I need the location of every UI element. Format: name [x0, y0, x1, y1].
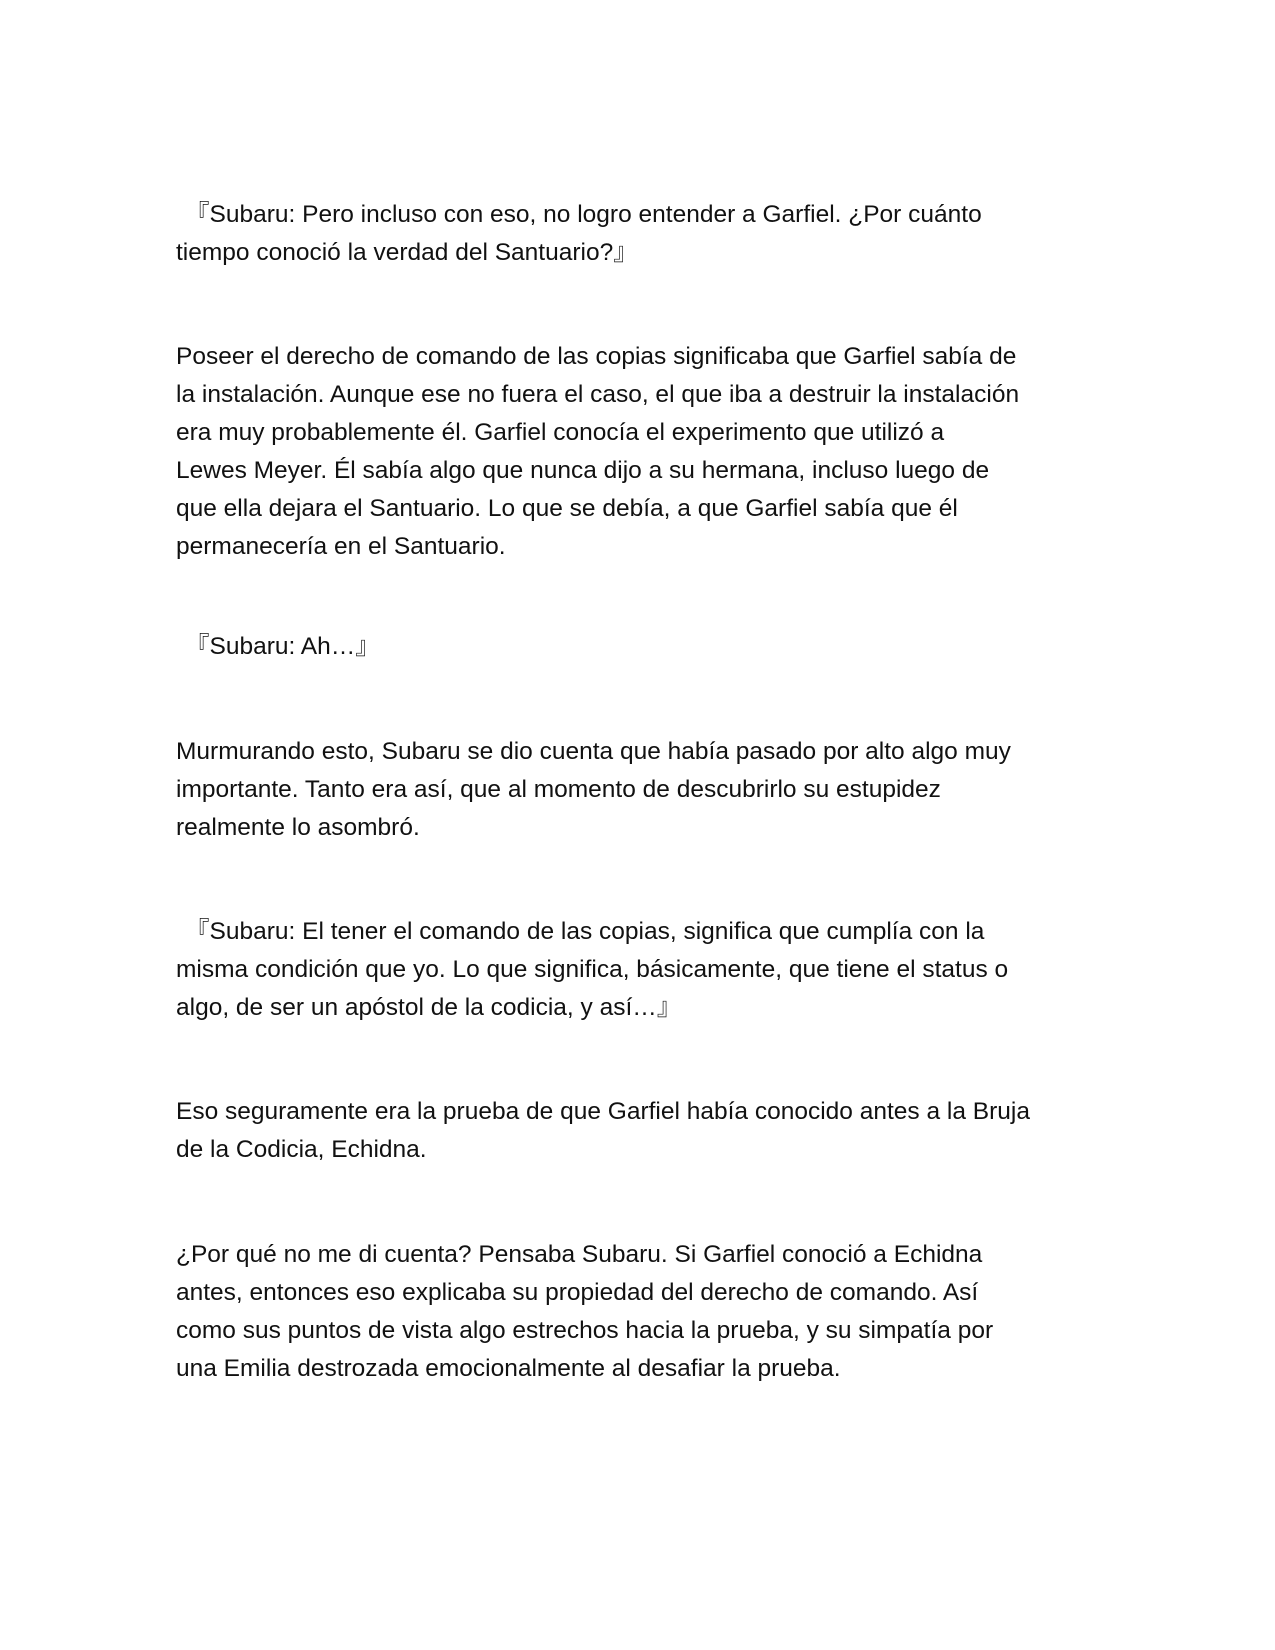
text-line: antes, entonces eso explicaba su propiedad del derecho de comando. Así [176, 1279, 979, 1306]
text-line: tiempo conoció la verdad del Santuario?』 [176, 239, 638, 266]
text-line: 『Subaru: Ah…』 [185, 633, 380, 660]
text-line: 『Subaru: El tener el comando de las copias, significa que cumplía con la [185, 918, 985, 945]
paragraph-dialogue-3 [176, 913, 1096, 1027]
text-line: una Emilia destrozada emocionalmente al desafiar la prueba. [176, 1355, 841, 1382]
paragraph-narration-1 [176, 338, 1096, 566]
text-line: era muy probablemente él. Garfiel conocía el experimento que utilizó a [176, 419, 945, 446]
text-line: ¿Por qué no me di cuenta? Pensaba Subaru. Si Garfiel conoció a Echidna [176, 1241, 983, 1268]
text-line: que ella dejara el Santuario. Lo que se debía, a que Garfiel sabía que él [176, 495, 958, 522]
paragraph-dialogue-2 [176, 628, 1096, 666]
paragraph-narration-4 [176, 1236, 1096, 1388]
paragraph-narration-3 [176, 1093, 1096, 1169]
text-line: permanecería en el Santuario. [176, 533, 506, 560]
text-line: Poseer el derecho de comando de las copias significaba que Garfiel sabía de [176, 343, 1017, 370]
text-line: de la Codicia, Echidna. [176, 1136, 427, 1163]
text-line: Murmurando esto, Subaru se dio cuenta que había pasado por alto algo muy [176, 738, 1011, 765]
text-line: Lewes Meyer. Él sabía algo que nunca dijo a su hermana, incluso luego de [176, 457, 990, 484]
text-line: algo, de ser un apóstol de la codicia, y así…』 [176, 994, 682, 1021]
paragraph-dialogue-1 [176, 196, 1096, 272]
text-line: realmente lo asombró. [176, 814, 420, 841]
paragraph-narration-2 [176, 733, 1096, 847]
text-line: 『Subaru: Pero incluso con eso, no logro entender a Garfiel. ¿Por cuánto [185, 201, 982, 228]
text-line: la instalación. Aunque ese no fuera el caso, el que iba a destruir la instalación [176, 381, 1020, 408]
text-line: importante. Tanto era así, que al momento de descubrirlo su estupidez [176, 776, 941, 803]
text-line: Eso seguramente era la prueba de que Garfiel había conocido antes a la Bruja [176, 1098, 1030, 1125]
text-line: como sus puntos de vista algo estrechos hacia la prueba, y su simpatía por [176, 1317, 994, 1344]
text-line: misma condición que yo. Lo que significa, básicamente, que tiene el status o [176, 956, 1009, 983]
